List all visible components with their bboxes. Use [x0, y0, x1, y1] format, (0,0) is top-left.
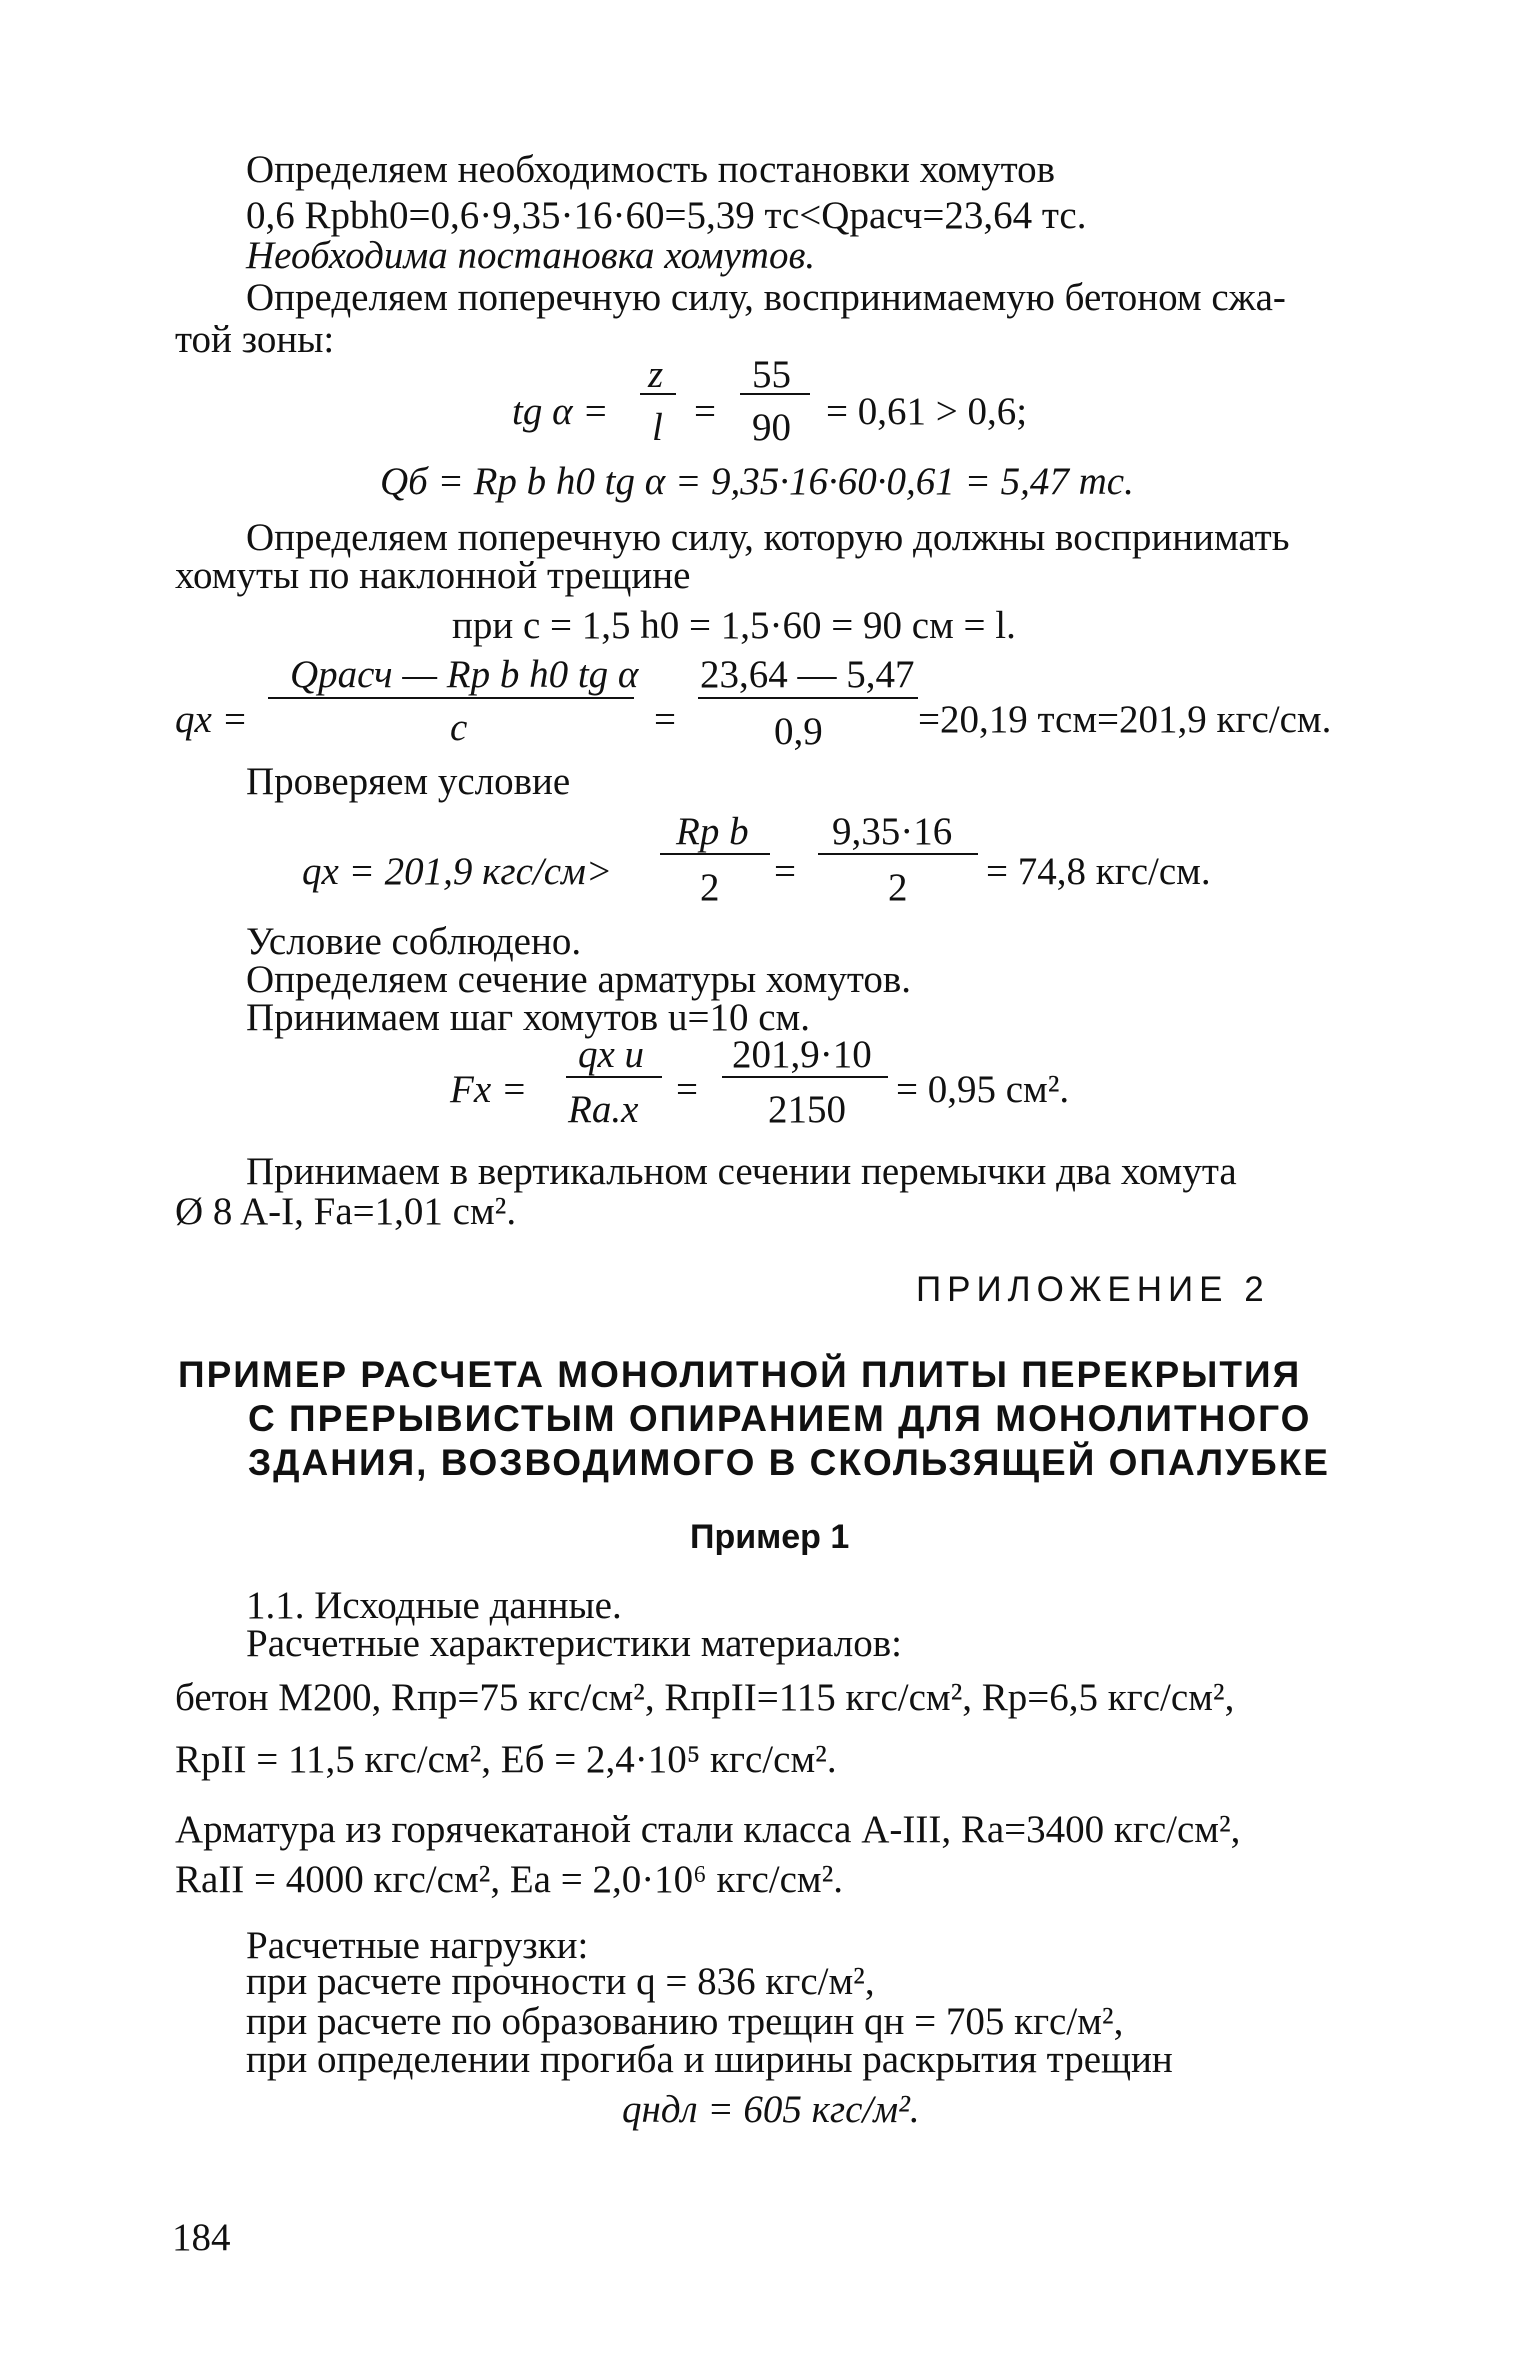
text-line: хомуты по наклонной трещине: [175, 554, 691, 597]
eq-numerator: 55: [752, 353, 791, 396]
eq-lhs: qx =: [175, 698, 248, 741]
text-line: Определяем поперечную силу, которую должны воспринимать: [246, 516, 1290, 559]
appendix-label: ПРИЛОЖЕНИЕ 2: [916, 1270, 1270, 1309]
eq-rhs: = 74,8 кгс/см.: [986, 850, 1211, 893]
eq-lhs: qx = 201,9 кгс/см>: [302, 850, 613, 893]
eq-numerator: qx u: [578, 1033, 645, 1076]
text-line: 1.1. Исходные данные.: [246, 1584, 622, 1627]
eq-denominator: 2: [888, 866, 908, 909]
fraction-bar: [722, 1076, 888, 1078]
section-heading-line: ЗДАНИЯ, ВОЗВОДИМОГО В СКОЛЬЗЯЩЕЙ ОПАЛУБКЕ: [248, 1442, 1330, 1483]
eq-denominator: 2150: [768, 1088, 846, 1131]
text-line: Условие соблюдено.: [246, 920, 582, 963]
text-line: Определяем сечение арматуры хомутов.: [246, 958, 912, 1001]
formula-line: RpII = 11,5 кгс/см², Eб = 2,4·10⁵ кгс/см².: [175, 1738, 837, 1781]
eq-numerator: z: [648, 353, 664, 396]
eq-denominator: c: [450, 706, 468, 749]
text-line: Проверяем условие: [246, 760, 571, 803]
eq-lhs: tg α =: [512, 390, 609, 433]
formula-line: при c = 1,5 h0 = 1,5·60 = 90 см = l.: [452, 604, 1016, 647]
formula-line: бетон М200, Rпр=75 кгс/см², RпрII=115 кгс/см², Rp=6,5 кгс/см²,: [175, 1676, 1235, 1719]
text-line: Необходима постановка хомутов.: [246, 234, 816, 277]
eq-equals: =: [654, 698, 676, 741]
text-line: при расчете прочности q = 836 кгс/м²,: [246, 1960, 875, 2003]
formula-line: qндл = 605 кгс/м².: [622, 2088, 920, 2131]
page-number: 184: [172, 2216, 231, 2259]
section-heading-line: ПРИМЕР РАСЧЕТА МОНОЛИТНОЙ ПЛИТЫ ПЕРЕКРЫТИЯ: [178, 1354, 1302, 1395]
formula-line: 0,6 Rpbh0=0,6·9,35·16·60=5,39 тс<Qрасч=23,64 тс.: [246, 194, 1087, 237]
text-line: Расчетные характеристики материалов:: [246, 1622, 902, 1665]
eq-numerator: 23,64 — 5,47: [700, 653, 915, 696]
formula-line: RaII = 4000 кгс/см², Ea = 2,0·10⁶ кгс/см².: [175, 1858, 844, 1901]
eq-equals: =: [694, 390, 716, 433]
fraction-bar: [740, 393, 810, 395]
fraction-bar: [698, 697, 918, 699]
eq-denominator: Ra.x: [568, 1088, 639, 1131]
fraction-bar: [660, 853, 770, 855]
text-line: Арматура из горячекатаной стали класса A-III, Ra=3400 кгс/см²,: [175, 1808, 1241, 1851]
fraction-bar: [640, 393, 676, 395]
eq-rhs: =20,19 тсм=201,9 кгс/см.: [918, 698, 1332, 741]
text-line: Определяем необходимость постановки хомутов: [246, 148, 1056, 191]
text-line: Принимаем в вертикальном сечении перемычки два хомута: [246, 1150, 1237, 1193]
text-line: Принимаем шаг хомутов u=10 см.: [246, 996, 810, 1039]
text-line: той зоны:: [175, 318, 335, 361]
fraction-bar: [566, 1076, 662, 1078]
text-line: Ø 8 A-I, Fa=1,01 см².: [175, 1190, 517, 1233]
eq-equals: =: [774, 850, 796, 893]
example-title: Пример 1: [690, 1518, 850, 1556]
text-line: при расчете по образованию трещин qн = 705 кгс/м²,: [246, 2000, 1124, 2043]
eq-rhs: = 0,61 > 0,6;: [826, 390, 1028, 433]
eq-numerator: 9,35·16: [832, 810, 953, 853]
eq-denominator: 0,9: [774, 710, 823, 753]
fraction-bar: [268, 697, 634, 699]
text-line: при определении прогиба и ширины раскрытия трещин: [246, 2038, 1173, 2081]
text-line: Определяем поперечную силу, воспринимаемую бетоном сжа-: [246, 276, 1286, 319]
eq-denominator: 2: [700, 866, 720, 909]
equation-Qb: Qб = Rp b h0 tg α = 9,35·16·60·0,61 = 5,47 тс.: [380, 460, 1134, 503]
section-heading-line: С ПРЕРЫВИСТЫМ ОПИРАНИЕМ ДЛЯ МОНОЛИТНОГО: [248, 1398, 1312, 1439]
text-line: Расчетные нагрузки:: [246, 1924, 589, 1967]
eq-numerator: 201,9·10: [732, 1033, 872, 1076]
eq-denominator: 90: [752, 406, 791, 449]
eq-numerator: Qрасч — Rp b h0 tg α: [290, 653, 639, 696]
eq-rhs: = 0,95 см².: [896, 1068, 1070, 1111]
eq-lhs: Fx =: [450, 1068, 528, 1111]
eq-equals: =: [676, 1068, 698, 1111]
eq-denominator: l: [652, 406, 663, 449]
fraction-bar: [818, 853, 978, 855]
eq-numerator: Rp b: [676, 810, 749, 853]
